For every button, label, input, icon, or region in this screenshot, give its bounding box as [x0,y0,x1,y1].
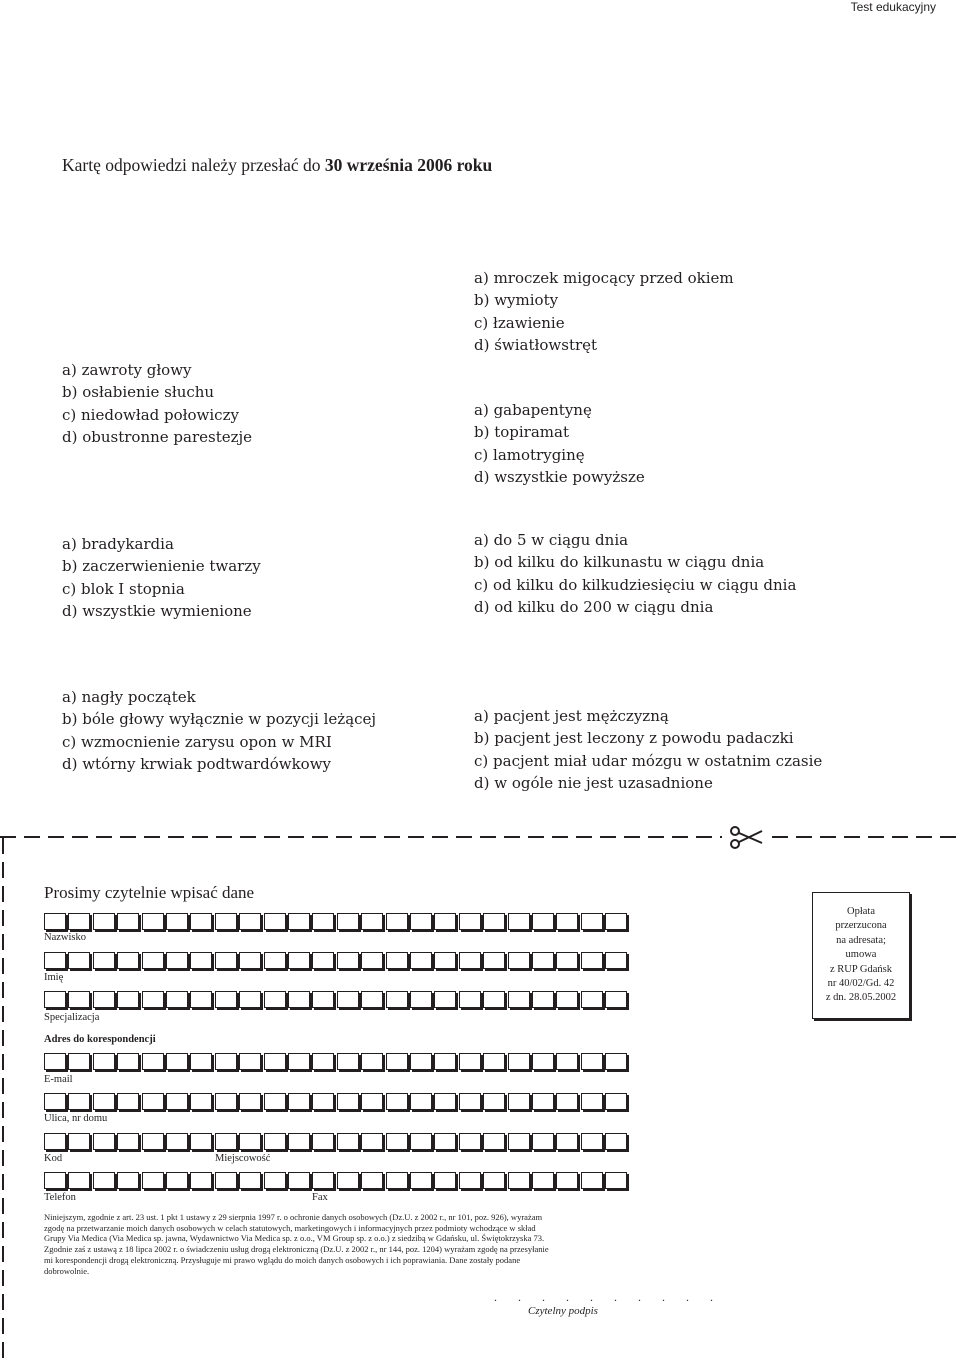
character-box[interactable] [190,952,212,969]
character-box[interactable] [410,952,432,969]
answer-option: d) w ogóle nie jest uzasadnione [474,773,713,792]
character-box[interactable] [556,1093,578,1110]
character-box[interactable] [483,1053,505,1070]
postage-box [812,892,910,1019]
character-box[interactable] [264,1133,286,1150]
character-box[interactable] [581,991,603,1008]
character-box[interactable] [44,1172,66,1189]
answer-option: a) mroczek migocący przed okiem [474,269,734,287]
character-box[interactable] [386,913,408,930]
character-box[interactable] [44,1053,66,1070]
character-box[interactable] [93,952,115,969]
character-box[interactable] [483,913,505,930]
character-box[interactable] [605,1093,627,1110]
character-box[interactable] [532,1133,554,1150]
left-cut-edge [0,838,8,1365]
character-box[interactable] [239,1172,261,1189]
phone-label: Telefon [44,1192,76,1203]
character-box[interactable] [483,1093,505,1110]
consent-text [44,1212,632,1276]
question-left-1 [62,359,252,448]
character-box[interactable] [556,1053,578,1070]
character-box[interactable] [361,991,383,1008]
answer-option: b) wymioty [474,291,559,310]
character-box[interactable] [117,1133,139,1150]
document-header-tag: Test edukacyjny [850,0,936,14]
consent-line: zgodę na przetwarzanie moich danych osobowych w celach statutowych, marketingowych i informacyjnych przez podmioty wchodzące w skład [44,1222,536,1233]
character-box[interactable] [264,1053,286,1070]
character-box[interactable] [288,913,310,930]
character-box[interactable] [337,913,359,930]
answer-option: c) wzmocnienie zarysu opon w MRI [62,732,332,751]
character-box[interactable] [410,991,432,1008]
character-box[interactable] [312,991,334,1008]
character-box[interactable] [483,1133,505,1150]
answer-option: c) od kilku do kilkudziesięciu w ciągu dnia [474,575,797,594]
character-box[interactable] [288,1172,310,1189]
character-box[interactable] [459,1172,481,1189]
character-box[interactable] [44,952,66,969]
question-right-1 [474,267,734,356]
character-box[interactable] [361,952,383,969]
character-box[interactable] [434,1093,456,1110]
character-box[interactable] [239,1133,261,1150]
character-box[interactable] [361,1133,383,1150]
answer-option: d) wszystkie wymienione [62,601,252,620]
surname-label: Nazwisko [44,932,86,943]
character-box[interactable] [215,913,237,930]
answer-option: a) do 5 w ciągu dnia [474,531,629,549]
character-box[interactable] [410,1133,432,1150]
character-box[interactable] [361,1053,383,1070]
character-box[interactable] [508,913,530,930]
character-box[interactable] [386,952,408,969]
character-box[interactable] [264,1172,286,1189]
character-box[interactable] [581,1053,603,1070]
cut-line [0,826,960,856]
character-box[interactable] [68,1093,90,1110]
character-box[interactable] [215,991,237,1008]
character-box[interactable] [190,1133,212,1150]
character-box[interactable] [605,952,627,969]
postal-code-label: Kod [44,1153,63,1164]
character-box[interactable] [117,913,139,930]
character-box[interactable] [556,1133,578,1150]
answer-option: d) wtórny krwiak podtwardówkowy [62,754,332,773]
character-box[interactable] [68,952,90,969]
character-box[interactable] [166,1093,188,1110]
postage-line: z dn. 28.05.2002 [825,992,897,1004]
character-box[interactable] [508,952,530,969]
character-box[interactable] [556,1172,578,1189]
character-box[interactable] [386,1093,408,1110]
character-box[interactable] [215,1053,237,1070]
character-box[interactable] [288,1133,310,1150]
character-box[interactable] [337,991,359,1008]
character-box[interactable] [361,913,383,930]
character-box[interactable] [459,952,481,969]
consent-line: dobrowolnie. [44,1265,90,1276]
character-box[interactable] [117,991,139,1008]
answer-option: b) osłabienie słuchu [62,383,215,402]
character-box[interactable] [434,1053,456,1070]
phone-fax-boxes[interactable] [44,1172,634,1191]
answer-option: d) od kilku do 200 w ciągu dnia [474,597,714,616]
answer-option: b) topiramat [474,423,569,442]
character-box[interactable] [190,1053,212,1070]
character-box[interactable] [581,1172,603,1189]
character-box[interactable] [117,1093,139,1110]
character-box[interactable] [190,1093,212,1110]
specialization-boxes[interactable] [44,991,634,1010]
character-box[interactable] [44,991,66,1008]
first-name-label: Imię [44,972,64,983]
character-box[interactable] [337,1053,359,1070]
specialization-label: Specjalizacja [44,1012,100,1023]
signature-label: Czytelny podpis [528,1305,598,1317]
postage-line: przerzucona [835,920,887,932]
character-box[interactable] [508,1053,530,1070]
character-box[interactable] [434,1172,456,1189]
character-box[interactable] [605,991,627,1008]
character-box[interactable] [532,1172,554,1189]
character-box[interactable] [508,991,530,1008]
answer-option: a) nagły początek [62,688,196,706]
character-box[interactable] [93,1172,115,1189]
answer-option: c) blok I stopnia [62,579,185,598]
character-box[interactable] [142,1053,164,1070]
answer-option: a) gabapentynę [474,401,592,419]
character-box[interactable] [508,1093,530,1110]
character-box[interactable] [142,991,164,1008]
character-box[interactable] [288,991,310,1008]
character-box[interactable] [532,1093,554,1110]
postage-line: nr 40/02/Gd. 42 [827,978,895,990]
answer-option: d) światłowstręt [474,335,598,354]
consent-line: mi korespondencji drogą elektroniczną. Przysługuje mi prawo wglądu do moich danych osobowych i ich poprawiania. Dane zostały podane [44,1254,521,1265]
character-box[interactable] [483,952,505,969]
character-box[interactable] [337,1093,359,1110]
character-box[interactable] [166,1172,188,1189]
postage-line: na adresata; [836,934,886,946]
street-label: Ulica, nr domu [44,1113,108,1124]
character-box[interactable] [434,913,456,930]
character-box[interactable] [312,952,334,969]
character-box[interactable] [215,1172,237,1189]
character-box[interactable] [190,1172,212,1189]
character-box[interactable] [312,1053,334,1070]
character-box[interactable] [166,952,188,969]
postage-line: Opłata [847,906,875,917]
character-box[interactable] [605,1053,627,1070]
surname-boxes[interactable] [44,913,634,932]
character-box[interactable] [93,913,115,930]
form-title: Prosimy czytelnie wpisać dane [44,883,255,902]
character-box[interactable] [215,1093,237,1110]
character-box[interactable] [337,952,359,969]
character-box[interactable] [532,913,554,930]
answer-option: a) bradykardia [62,535,174,553]
character-box[interactable] [337,1172,359,1189]
character-box[interactable] [556,913,578,930]
character-box[interactable] [239,1093,261,1110]
answer-option: c) pacjent miał udar mózgu w ostatnim czasie [474,751,823,770]
character-box[interactable] [264,913,286,930]
character-box[interactable] [434,952,456,969]
character-box[interactable] [166,1133,188,1150]
character-box[interactable] [386,1053,408,1070]
character-box[interactable] [605,913,627,930]
street-boxes[interactable] [44,1093,634,1112]
question-right-3 [474,529,796,618]
character-box[interactable] [93,991,115,1008]
consent-line: Grupy Via Medica (Via Medica sp. jawna, Wydawnictwo Via Medica sp. z o.o., VM Group sp. z o.o.) z siedzibą w Gdańsku, ul. Świętokrzyska 73. [44,1233,545,1244]
deadline-date: 30 września 2006 roku [324,155,493,175]
character-box[interactable] [581,1093,603,1110]
character-box[interactable] [288,1053,310,1070]
character-box[interactable] [459,1093,481,1110]
character-box[interactable] [605,1133,627,1150]
character-box[interactable] [581,952,603,969]
first-name-boxes[interactable] [44,952,634,971]
character-box[interactable] [361,1172,383,1189]
answer-option: b) zaczerwienienie twarzy [62,557,261,576]
character-box[interactable] [142,1133,164,1150]
character-box[interactable] [93,1133,115,1150]
character-box[interactable] [166,1053,188,1070]
character-box[interactable] [312,913,334,930]
character-box[interactable] [459,1053,481,1070]
postal-city-boxes[interactable] [44,1133,634,1152]
character-box[interactable] [312,1133,334,1150]
character-box[interactable] [483,1172,505,1189]
character-box[interactable] [68,991,90,1008]
character-box[interactable] [93,1093,115,1110]
character-box[interactable] [142,913,164,930]
character-box[interactable] [361,1093,383,1110]
character-box[interactable] [386,1133,408,1150]
character-box[interactable] [68,1172,90,1189]
character-box[interactable] [166,913,188,930]
character-box[interactable] [459,991,481,1008]
character-box[interactable] [386,1172,408,1189]
character-box[interactable] [264,952,286,969]
character-box[interactable] [93,1053,115,1070]
character-box[interactable] [215,952,237,969]
character-box[interactable] [44,1133,66,1150]
consent-line: Niniejszym, zgodnie z art. 23 ust. 1 pkt 1 ustawy z 29 sierpnia 1997 r. o ochronie danych osobowych (Dz.U. z 2002 r., nr 101, poz. 926), wyrażam [44,1212,543,1222]
character-box[interactable] [605,1172,627,1189]
answer-option: d) wszystkie powyższe [474,467,645,486]
character-box[interactable] [532,952,554,969]
answer-option: c) niedowład połowiczy [62,405,239,424]
character-box[interactable] [581,1133,603,1150]
character-box[interactable] [117,1053,139,1070]
deadline-prefix: Kartę odpowiedzi należy przesłać do [62,155,325,175]
character-box[interactable] [386,991,408,1008]
character-box[interactable] [337,1133,359,1150]
character-box[interactable] [117,1172,139,1189]
character-box[interactable] [532,991,554,1008]
character-box[interactable] [459,913,481,930]
answer-option: b) od kilku do kilkunastu w ciągu dnia [474,553,765,572]
character-box[interactable] [312,1172,334,1189]
answer-option: c) łzawienie [474,313,565,332]
character-box[interactable] [142,1172,164,1189]
character-box[interactable] [288,1093,310,1110]
postage-line: umowa [845,949,877,961]
answer-option: b) bóle głowy wyłącznie w pozycji leżącej [62,710,377,729]
character-box[interactable] [239,913,261,930]
character-box[interactable] [410,1093,432,1110]
answer-option: d) obustronne parestezje [62,427,253,446]
question-right-2 [474,399,645,488]
character-box[interactable] [142,952,164,969]
character-box[interactable] [532,1053,554,1070]
character-box[interactable] [556,952,578,969]
character-box[interactable] [190,913,212,930]
character-box[interactable] [483,991,505,1008]
character-box[interactable] [239,952,261,969]
character-box[interactable] [410,1053,432,1070]
character-box[interactable] [264,1093,286,1110]
character-box[interactable] [434,1133,456,1150]
address-heading: Adres do korespondencji [44,1034,156,1045]
deadline-note [62,155,492,176]
character-box[interactable] [68,913,90,930]
city-label: Miejscowość [215,1153,271,1164]
fax-label: Fax [312,1192,328,1203]
question-right-4 [474,705,822,794]
character-box[interactable] [288,952,310,969]
character-box[interactable] [117,952,139,969]
character-box[interactable] [215,1133,237,1150]
answer-option: b) pacjent jest leczony z powodu padaczki [474,729,794,748]
character-box[interactable] [459,1133,481,1150]
character-box[interactable] [410,1172,432,1189]
question-left-3 [62,686,376,775]
character-box[interactable] [508,1133,530,1150]
email-boxes[interactable] [44,1053,634,1072]
character-box[interactable] [508,1172,530,1189]
answer-option: a) zawroty głowy [62,361,192,379]
scissors-icon [731,827,762,848]
consent-line: Zgodnie zaś z ustawą z 18 lipca 2002 r. o świadczeniu usług drogą elektroniczną (Dz.U. z 2002 r., nr 144, poz. 1204) wyrażam zgodę na przesyłanie [44,1244,549,1255]
answer-option: c) lamotryginę [474,445,585,464]
character-box[interactable] [68,1053,90,1070]
character-box[interactable] [166,991,188,1008]
character-box[interactable] [239,1053,261,1070]
character-box[interactable] [556,991,578,1008]
character-box[interactable] [44,1093,66,1110]
email-label: E-mail [44,1074,73,1085]
character-box[interactable] [68,1133,90,1150]
postage-line: z RUP Gdańsk [829,963,893,975]
character-box[interactable] [239,991,261,1008]
character-box[interactable] [142,1093,164,1110]
character-box[interactable] [434,991,456,1008]
character-box[interactable] [190,991,212,1008]
character-box[interactable] [264,991,286,1008]
signature-line[interactable]: . . . . . . . . . . [494,1290,722,1304]
question-left-2 [62,533,261,622]
character-box[interactable] [44,913,66,930]
answer-option: a) pacjent jest mężczyzną [474,707,669,725]
character-box[interactable] [410,913,432,930]
character-box[interactable] [312,1093,334,1110]
character-box[interactable] [581,913,603,930]
